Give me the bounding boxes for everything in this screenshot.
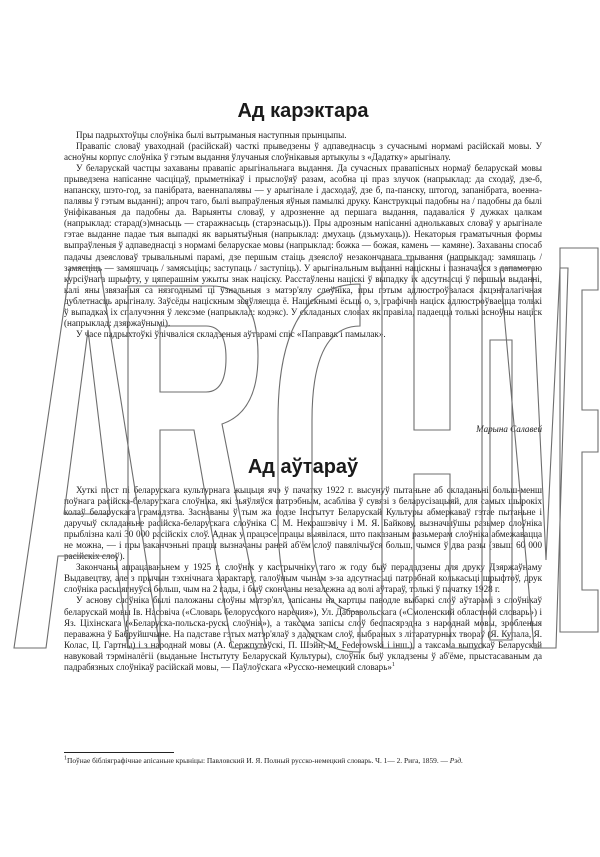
- editor-section-body: [64, 130, 542, 340]
- paragraph: Пры падрыхтоўцы слоўніка былі вытрыманыя наступныя прынцыпы.: [76, 130, 347, 140]
- footnote: [64, 756, 542, 765]
- authors-section-body: [64, 485, 542, 673]
- paragraph: [64, 595, 542, 672]
- editor-mark: Рэд.: [449, 756, 463, 765]
- paragraph: Хуткі пост пі беларускага культурнага жыцьця ячэ ў пачатку 1922 г. высунуў пытаньне аб складаньні больш-менш поўнага расійска-беларускага слоўніка, які зьяўляўся патрэбным, асабліва ў сувязі з беларусізацыяй, для самых шырокіх колаў беларускага грамадзтва. Заснаваны ў тым жа годзе Інстытут Беларускай Культуры абмеркаваў гэтае пытаньне і даручыў складаньне расійска-беларускага слоўніка С. М. Некрашэвічу і М. Я. Байкову, вызначыўшы разьмер слоўніка прыблізна калі 30 000 расійскіх слоў. Аднак у працэсе працы выявілася, што паказаным разьмерам слоўніка абмежавацца не можна, — і пры заканчэньні працы вызначаны раней аб'ём слоў павялічыўся больш, чымся ў два разы (звыш 60 000 расійскіх слоў).: [64, 485, 542, 562]
- footnote-marker: 1: [64, 755, 67, 762]
- paragraph: У часе падрыхтоўкі ўлічваліся складзеныя аўтарамі спіс «Паправак і памылак».: [76, 328, 386, 339]
- paragraph-text: У аснову слоўніка былі паложаны слоўны матэр'ял, запісаны на картцы паводле выбаркі слоў аўтарамі з слоўнікаў беларускай мовы Ів. Насовіча («Словарь белорусского наречия»), Ул. Дабравольскага («Смоленский областной словарь») і Яз. Ціхінскага («Беларуска-польска-рускі слоўнік»), а таксама запісы слоў беспасярэдна з народнай мовы, зробленыя пераважна ў Бабруйшчыне. На падставе гэтых матэр'ялаў з дадаткам слоў, выбраных з літаратурных твораў (Я. Купала, Я. Колас, Ц. Гартны) і з народнай мовы (А. Сержпутоўскі, П. Шэйн, М. Federowski і інш.), а таксама выпускаў Беларускай навуковай тэрміналёгіі (выданьне Інстытуту Беларускай Культуры), слоўнік быў укладзены ў аб'ёме, прыстасаваным да падрабязных слоўнікаў расійскай мовы, — Паўлоўскага «Русско-немецкий словарь»: [64, 595, 542, 672]
- footnote-divider: [64, 752, 174, 753]
- section-title-editor: Ад карэктара: [237, 100, 369, 122]
- footnote-text: Поўнае бібліяграфічнае апісаньне крыніцы: Павловский И. Я. Полный русско-немецкий словарь. Ч. 1— 2. Рига, 1859. —: [67, 756, 448, 765]
- section-title-authors: Ад аўтараў: [247, 456, 359, 478]
- watermark-letter-e: [560, 248, 598, 632]
- footnote-reference: 1: [391, 661, 395, 668]
- paragraph: Правапіс словаў уваходнай (расійскай) часткі прыведзены ў адпаведнасць з сучаснымі нормамі расійскай мовы. У асноўны корпус слоўніка ў гэтым выдання ўлучаныя слоўнікавыя артыкулы з «Дадатку» арыгіналу.: [64, 141, 542, 163]
- paragraph: У беларускай частцы захаваны правапіс арыгінальнага выдання. Да сучасных правапісных нормаў беларускай мовы прыведзена напісанне часціцаў, прыметнікаў і прыслоўяў разам, асобна ці праз злучок (напрыклад: да сходаў, дзе-б, напанску, шэто-год, за панібрата, ваеннапалявы — у арыгінале і дасходаў, дзе б, па-панску, штогод, запанібрата, военна-палявы ў гэтым выданні); апроч таго, былі выпраўленыя яўныя памылкі друку. Канструкцыі падобны на / падобны да былі ўніфікаваныя да падобны да. Варыянты словаў, у адрозненне ад першага выдання, падаваліся ў дужках цалкам (напрыклад: старад(э)мнасьць — старажнасьць (старэнасьць)). Пры адрозным напісанні аднолькавых словаў у арыгінале гэтае выданне падае тыя выпадкі як варыятыўныя (напрыклад: дмухаць (дзьмухаць)). Некаторыя граматычныя формы выпраўленыя ў адпаведнасці з нормамі беларускае мовы (напрыклад: божка — божая, камень — камяне). Захаваны спосаб падачы дзеясловаў трывальнымі парамі, дзе першым стаіць дзеяслоў незакончанага трывання (напрыклад: замяшаць / замясціць — замяшчаць / замясьціць; заступаць / заступіць). У арыгінальным выданні націскны і пазначаўся з дапамогаю курсіўнага шрыфту, у цяперашнім ужыты знак націску. Расстаўлены націскі ў выпадку іх адсутнасці ў першым выданні, калі яны звязаныя са нязгоднымі ці ўзнальныя з матэр'ялу слоўніка, пры гэтым адлюстроўвалася акцэнталагічная дублетнасць арыгіналу. Заўсёды націскным зьяўляецца ё. Націскнымі ёсьць о, э, графічна націск адлюстроўваецца толькі ў выпадках іх спалучэння ў лексэме (напрыклад: кодэкс). У складаных словах як правіла, падаецца толькі асноўны націск (напрыклад: дзяржаўнымі).: [64, 163, 542, 328]
- document-page: [64, 0, 542, 857]
- editor-signature: Марына Салавей: [476, 424, 542, 434]
- paragraph: Закончаны апрацаваньнем у 1925 г. слоўнік у кастрычніку таго ж году быў перададзены для друку Дзяржаўнаму Выдавецтву, але з прычын тэхнічнага характару, галоўным чынам з-за адсутнасьці патрэбнай колькасьці шрыфтоў, друк слоўніка расьцягнуўся больш, чым на 2 гады, і быў скончаны незалежна ад волі аўтараў, толькі ў пачатку 1928 г.: [64, 562, 542, 595]
